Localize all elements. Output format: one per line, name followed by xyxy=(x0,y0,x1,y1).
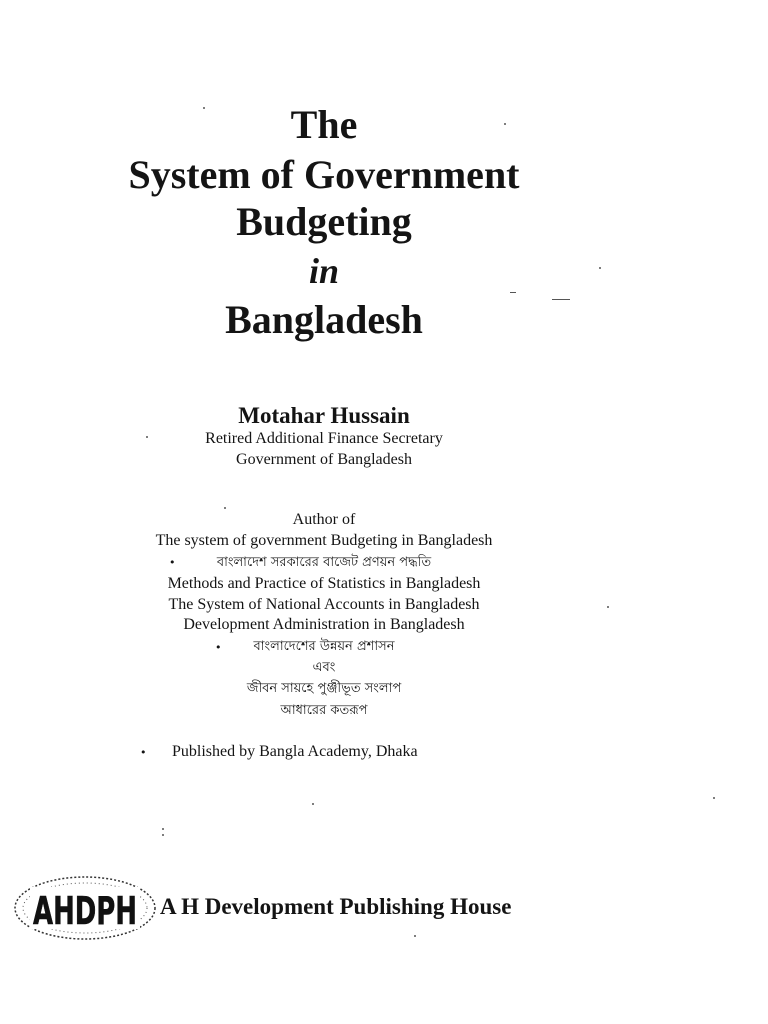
scan-speck xyxy=(607,606,609,608)
publisher-logo-icon xyxy=(10,872,160,942)
works-item-4: The System of National Accounts in Bangladesh xyxy=(168,596,480,613)
works-heading: Author of xyxy=(292,511,356,528)
works-item-1: The system of government Budgeting in Bangladesh xyxy=(155,532,493,549)
author-position: Retired Additional Finance Secretary xyxy=(205,430,443,447)
works-item-8-bengali: জীবন সায়হে পুঞ্জীভূত সংলাপ xyxy=(246,681,402,696)
scan-speck xyxy=(599,267,601,269)
works-item-6-bengali: বাংলাদেশের উন্নয়ন প্রশাসন xyxy=(253,639,395,654)
scan-speck xyxy=(146,436,148,438)
publisher-logo-text: AHDPH xyxy=(33,889,137,933)
published-note: Published by Bangla Academy, Dhaka xyxy=(172,743,418,760)
author-name: Motahar Hussain xyxy=(238,403,410,428)
scan-speck xyxy=(224,507,226,509)
title-line-1: The xyxy=(290,102,358,147)
works-item-9-bengali: আধারের কতরূপ xyxy=(280,703,368,718)
scan-speck xyxy=(552,299,570,300)
publisher-name: A H Development Publishing House xyxy=(160,894,512,919)
scan-speck xyxy=(414,935,416,937)
title-line-4: in xyxy=(308,251,340,291)
scan-speck xyxy=(203,107,205,109)
author-organization: Government of Bangladesh xyxy=(236,451,412,468)
works-item-3: Methods and Practice of Statistics in Bangladesh xyxy=(167,575,481,592)
bullet-3: • xyxy=(140,746,147,759)
bullet-2: • xyxy=(215,641,222,654)
title-line-5: Bangladesh xyxy=(225,297,423,342)
scan-speck xyxy=(504,123,506,125)
scan-speck xyxy=(713,797,715,799)
works-item-5: Development Administration in Bangladesh xyxy=(183,616,465,633)
title-line-3: Budgeting xyxy=(236,199,412,244)
scan-speck xyxy=(312,803,314,805)
title-line-2: System of Government xyxy=(128,152,520,197)
scan-speck xyxy=(510,292,516,293)
scan-speck xyxy=(162,834,164,836)
bullet-1: • xyxy=(169,556,176,569)
works-item-7-bengali: এবং xyxy=(312,660,336,675)
works-item-2-bengali: বাংলাদেশ সরকারের বাজেট প্রণয়ন পদ্ধতি xyxy=(216,555,432,570)
scan-speck xyxy=(162,828,164,830)
